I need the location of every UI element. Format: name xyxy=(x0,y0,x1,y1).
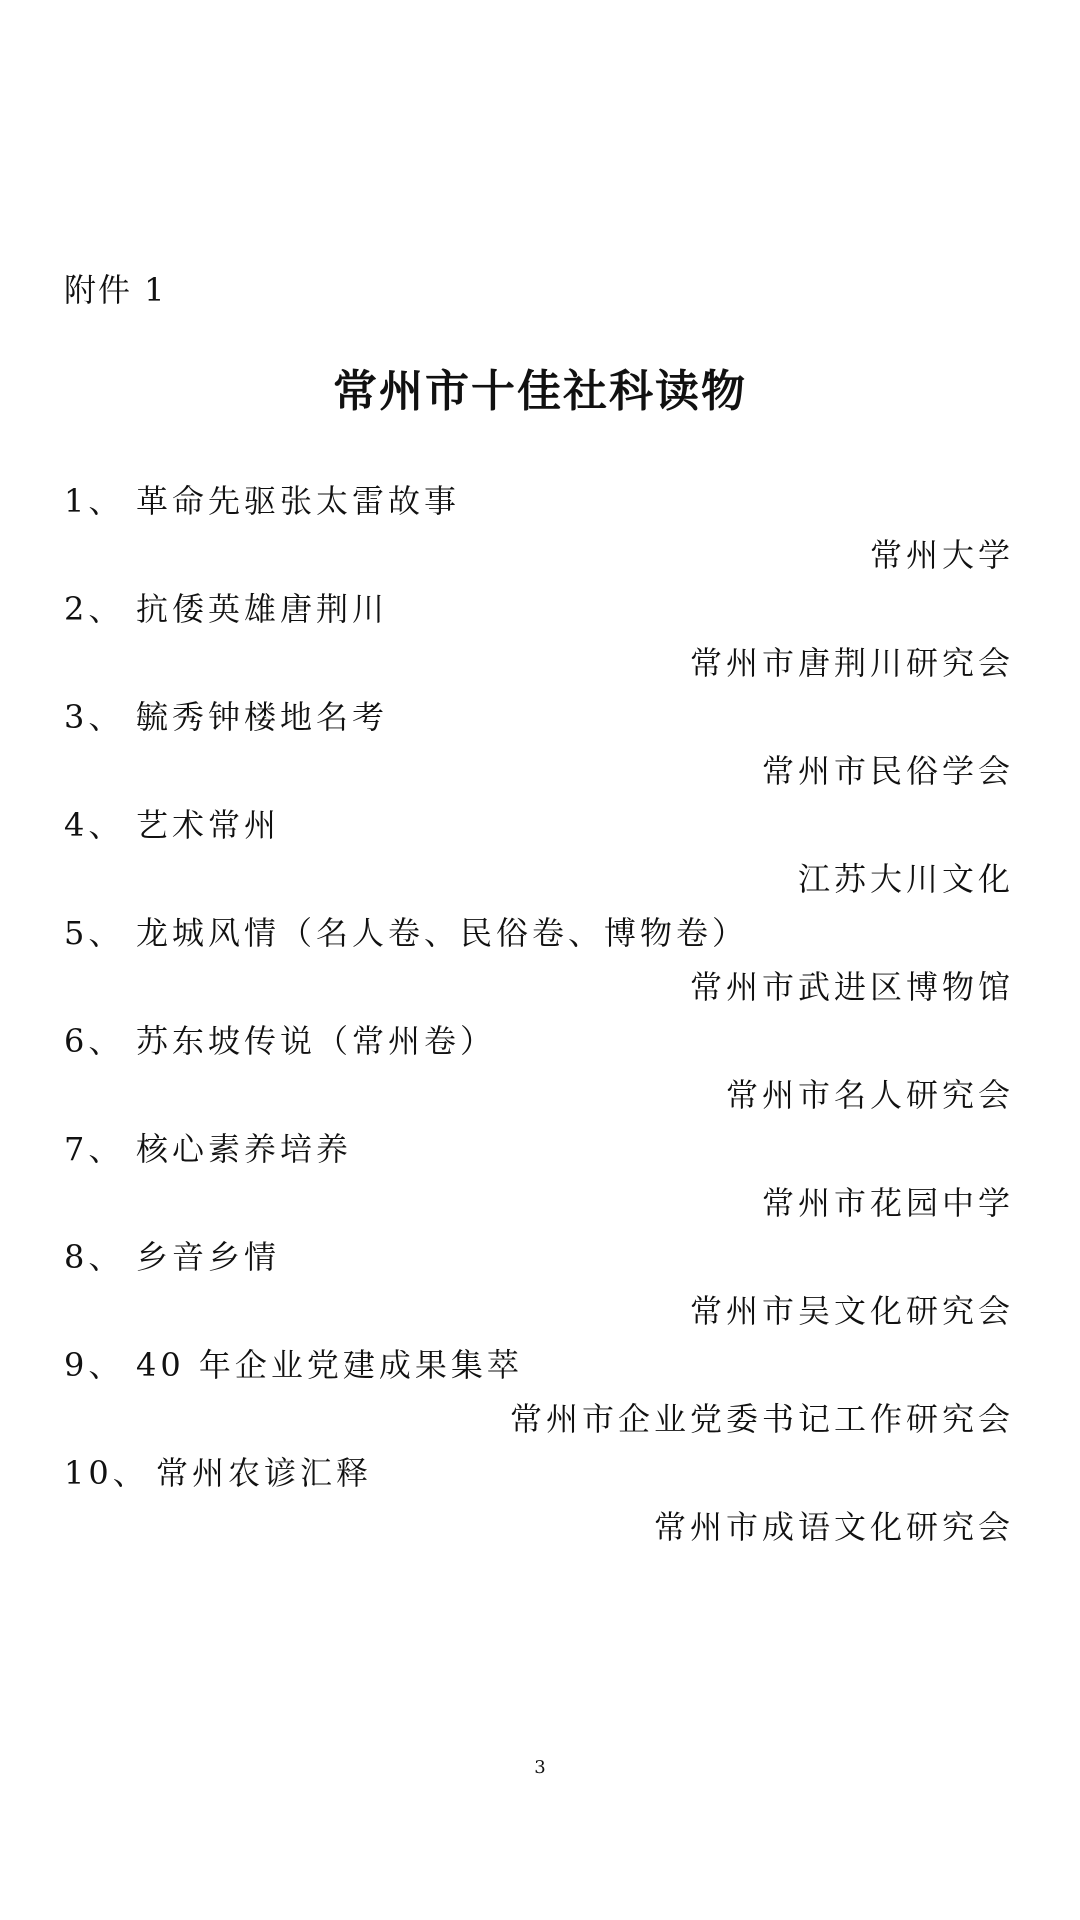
list-item xyxy=(64,906,1054,1014)
item-number: 10、 xyxy=(64,1454,149,1492)
item-organization: 常州市名人研究会 xyxy=(725,1076,1014,1114)
item-number: 7、 xyxy=(64,1130,125,1168)
item-title: 40 年企业党建成果集萃 xyxy=(136,1346,523,1384)
list-item xyxy=(64,1014,1054,1122)
item-title: 常州农谚汇释 xyxy=(156,1454,373,1492)
item-organization: 常州市民俗学会 xyxy=(761,752,1014,790)
item-number: 5、 xyxy=(64,914,125,952)
reading-list xyxy=(64,474,1054,1554)
item-number: 2、 xyxy=(64,590,125,628)
item-organization: 常州市成语文化研究会 xyxy=(653,1508,1014,1546)
item-organization: 常州市花园中学 xyxy=(761,1184,1014,1222)
item-title: 毓秀钟楼地名考 xyxy=(136,698,389,736)
attachment-label: 附件 1 xyxy=(64,271,167,309)
list-item xyxy=(64,1446,1054,1554)
item-number: 8、 xyxy=(64,1238,125,1276)
item-organization: 常州市唐荆川研究会 xyxy=(689,644,1014,682)
item-title: 苏东坡传说（常州卷） xyxy=(136,1022,497,1060)
document-title: 常州市十佳社科读物 xyxy=(333,366,747,417)
item-organization: 常州市企业党委书记工作研究会 xyxy=(509,1400,1014,1438)
item-number: 1、 xyxy=(64,482,125,520)
list-item xyxy=(64,582,1054,690)
item-title: 龙城风情（名人卷、民俗卷、博物卷） xyxy=(136,914,749,952)
item-number: 9、 xyxy=(64,1346,125,1384)
page-number: 3 xyxy=(534,1757,546,1778)
item-number: 6、 xyxy=(64,1022,125,1060)
item-organization: 常州大学 xyxy=(869,536,1014,574)
list-item xyxy=(64,798,1054,906)
list-item xyxy=(64,1122,1054,1230)
item-title: 乡音乡情 xyxy=(136,1238,281,1276)
item-title: 抗倭英雄唐荆川 xyxy=(136,590,389,628)
item-title: 艺术常州 xyxy=(136,806,281,844)
item-organization: 江苏大川文化 xyxy=(797,860,1014,898)
item-number: 4、 xyxy=(64,806,125,844)
list-item xyxy=(64,1338,1054,1446)
list-item xyxy=(64,1230,1054,1338)
list-item xyxy=(64,474,1054,582)
list-item xyxy=(64,690,1054,798)
item-number: 3、 xyxy=(64,698,125,736)
item-organization: 常州市武进区博物馆 xyxy=(689,968,1014,1006)
item-title: 核心素养培养 xyxy=(136,1130,353,1168)
item-organization: 常州市吴文化研究会 xyxy=(689,1292,1014,1330)
item-title: 革命先驱张太雷故事 xyxy=(136,482,461,520)
